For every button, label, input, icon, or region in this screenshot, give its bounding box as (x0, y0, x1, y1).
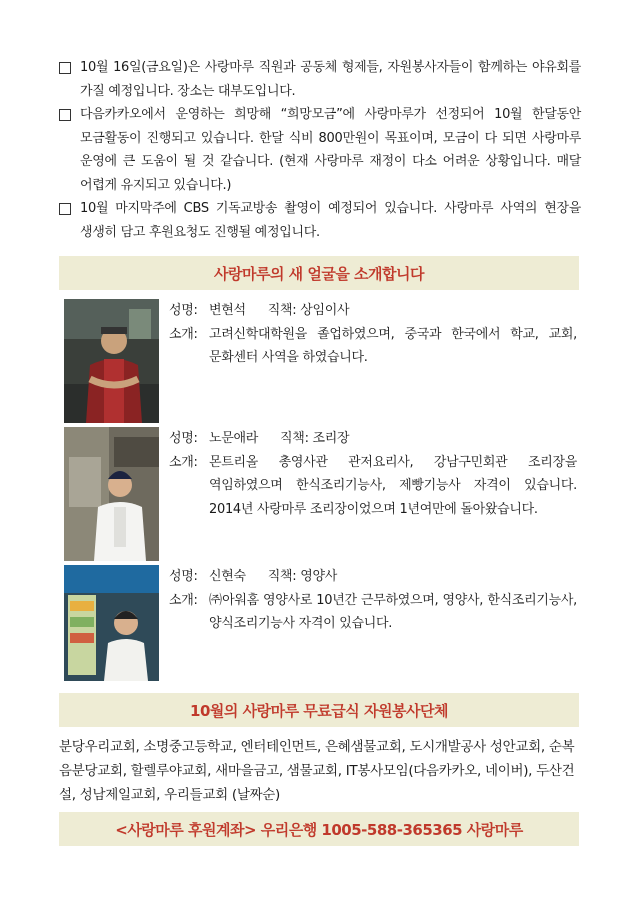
staff-name-role (209, 299, 577, 323)
staff-role: 조리장 (312, 431, 350, 446)
role-label: 직책: (267, 303, 297, 318)
volunteer-list: 분당우리교회, 소명중고등학교, 엔터테인먼트, 은혜샘물교회, 도시개발공사 성안교회, 순복음분당교회, 할렐루야교회, 새마을금고, 샘물교회, IT봉사모임(다음카카오, 네이버), 두산건설, 성남제일교회, 우리들교회 (날짜순) (59, 739, 575, 803)
staff-name-row (169, 565, 577, 589)
name-label: 성명: (169, 303, 198, 318)
intro-label: 소개: (169, 454, 198, 470)
notice-text: 다음카카오에서 운영하는 희망해 “희망모금”에 사랑마루가 선정되어 10월 한달동안 모금활동이 진행되고 있습니다. 한달 식비 800만원이 목표이며, 모금이 다 되면 사랑마루 운영에 큰 도움이 될 것 같습니다. (현재 사랑마루 재정이 다소 어려운 상황입니다. 매달 어렵게 유지되고 있습니다.) (80, 107, 581, 193)
intro-label: 소개: (169, 592, 198, 608)
staff-intro: 몬트리올 총영사관 관저요리사, 강남구민회관 조리장을 역임하였으며 한식조리기능사, 제빵기능사 자격이 있습니다. 2014년 사랑마루 조리장이었으며 1년여만에 돌아왔습니다. (209, 454, 577, 517)
staff-name: 노문애라 (209, 431, 259, 446)
staff-name-role (209, 565, 577, 589)
name-label: 성명: (169, 431, 198, 446)
staff-role: 영양사 (300, 569, 338, 584)
checkbox-square-icon (59, 62, 71, 74)
volunteer-section-title: 10월의 사랑마루 무료급식 자원봉사단체 (59, 693, 579, 727)
checkbox-square-icon (59, 109, 71, 121)
role-label: 직책: (280, 431, 309, 446)
staff-photo (64, 299, 159, 423)
staff-intro-row (169, 451, 577, 522)
staff-card (64, 299, 580, 425)
staff-info (169, 299, 577, 370)
role-label: 직책: (267, 569, 297, 584)
notice-item (57, 197, 581, 244)
staff-intro: 고려신학대학원을 졸업하였으며, 중국과 한국에서 학교, 교회, 문화센터 사역을 하였습니다. (209, 326, 577, 365)
staff-name: 신현숙 (209, 569, 246, 584)
staff-photo (64, 427, 159, 561)
name-label: 성명: (169, 569, 198, 584)
staff-card (64, 565, 580, 681)
notice-text: 10월 16일(금요일)은 사랑마루 직원과 공동체 형제들, 자원봉사자들이 함께하는 야유회를 가질 예정입니다. 장소는 대부도입니다. (80, 60, 581, 99)
staff-card (64, 427, 580, 563)
notice-item (57, 103, 581, 197)
notice-text: 10월 마지막주에 CBS 기독교방송 촬영이 예정되어 있습니다. 사랑마루 사역의 현장을 생생히 담고 후원요청도 진행될 예정입니다. (80, 201, 581, 240)
staff-intro-row (169, 323, 577, 370)
staff-section-title: 사랑마루의 새 얼굴을 소개합니다 (59, 256, 579, 290)
staff-intro-row (169, 589, 577, 636)
staff-name-role (209, 427, 577, 451)
staff-intro: ㈜아워홈 영양사로 10년간 근무하였으며, 영양사, 한식조리기능사, 양식조리기능사 자격이 있습니다. (209, 592, 577, 631)
staff-name: 변현석 (209, 303, 246, 318)
staff-info (169, 427, 577, 521)
staff-name-row (169, 427, 577, 451)
staff-name-row (169, 299, 577, 323)
donation-account-banner: <사랑마루 후원계좌> 우리은행 1005-588-365365 사랑마루 (59, 812, 579, 846)
intro-label: 소개: (169, 326, 198, 342)
staff-info (169, 565, 577, 636)
checkbox-square-icon (59, 203, 71, 215)
staff-photo (64, 565, 159, 681)
notice-item (57, 56, 581, 103)
staff-role: 상임이사 (300, 303, 350, 318)
notice-list (57, 56, 581, 244)
